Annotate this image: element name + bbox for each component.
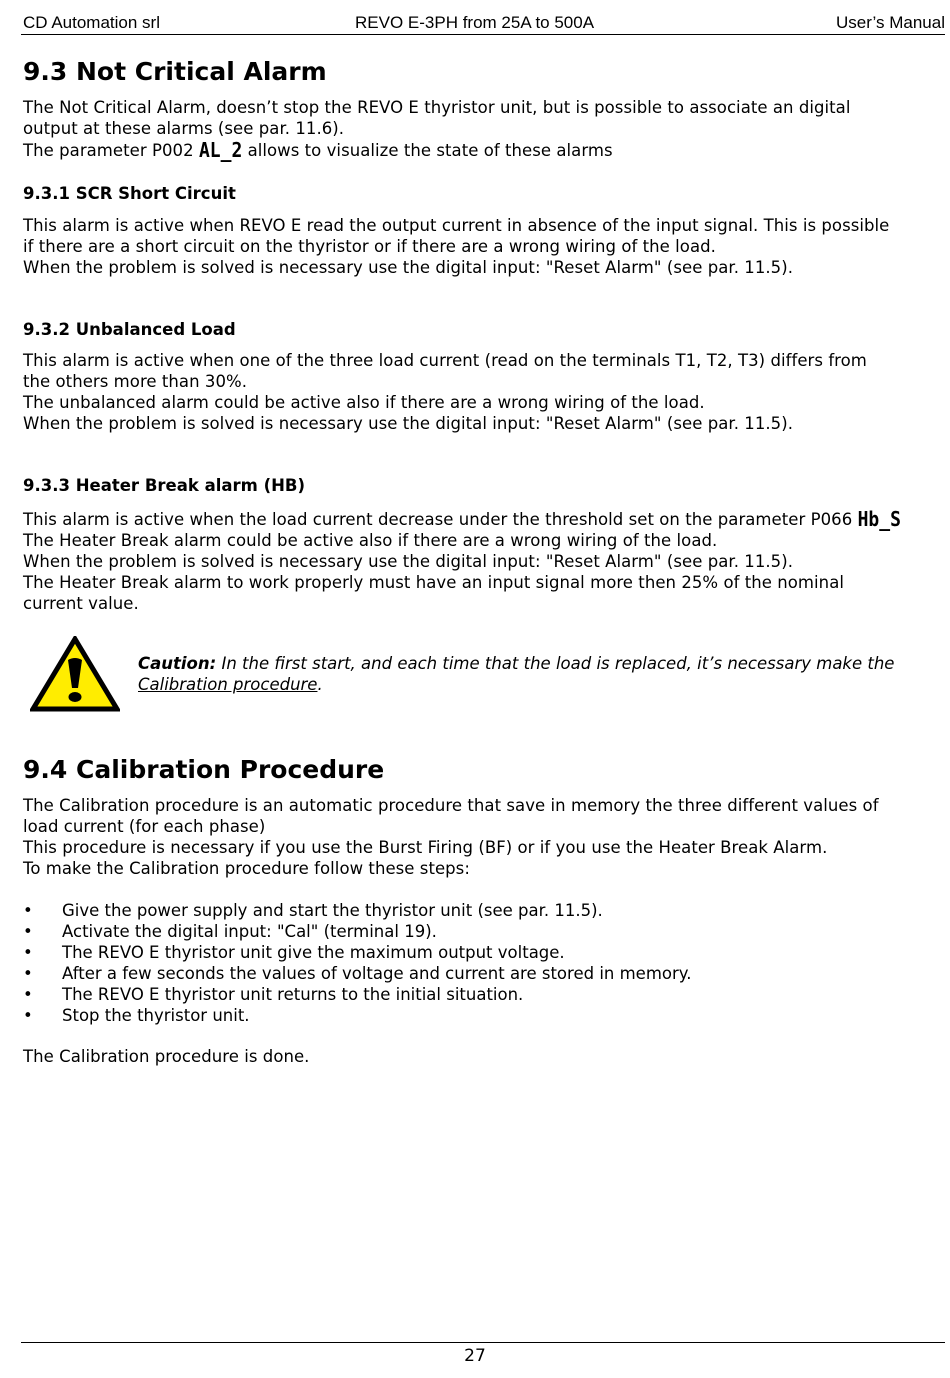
bullet-marker: • xyxy=(23,901,33,920)
header-company: CD Automation srl xyxy=(23,13,160,32)
calibration-procedure-link[interactable]: Calibration procedure xyxy=(138,675,318,694)
list-item-text: Activate the digital input: "Cal" (terminal 19). xyxy=(62,922,437,941)
paragraph-line: The Heater Break alarm could be active also if there are a wrong wiring of the load. xyxy=(23,531,718,550)
paragraph-line: if there are a short circuit on the thyristor or if there are a wrong wiring of the load. xyxy=(23,237,716,256)
subsection-title-9-3-3: 9.3.3 Heater Break alarm (HB) xyxy=(23,476,306,495)
parameter-text: The parameter P002 xyxy=(23,141,194,160)
paragraph-line: When the problem is solved is necessary use the digital input: "Reset Alarm" (see par. 11.5). xyxy=(23,414,794,433)
header-document-type: User’s Manual xyxy=(836,13,945,32)
paragraph-line: This alarm is active when REVO E read the output current in absence of the input signal. This is possible xyxy=(23,216,890,235)
paragraph-line: This procedure is necessary if you use the Burst Firing (BF) or if you use the Heater Break Alarm. xyxy=(23,838,828,857)
paragraph-line: The Heater Break alarm to work properly must have an input signal more then 25% of the nominal xyxy=(23,573,844,592)
subsection-title-9-3-1: 9.3.1 SCR Short Circuit xyxy=(23,184,236,203)
section-title-9-4: 9.4 Calibration Procedure xyxy=(23,755,385,784)
page-header xyxy=(21,12,945,35)
paragraph-line: The Calibration procedure is done. xyxy=(23,1047,310,1066)
caution-label: Caution: xyxy=(138,654,217,673)
caution-period: . xyxy=(317,675,323,694)
paragraph-line: output at these alarms (see par. 11.6). xyxy=(23,119,345,138)
list-item-text: The REVO E thyristor unit give the maximum output voltage. xyxy=(62,943,565,962)
section-title-9-3: 9.3 Not Critical Alarm xyxy=(23,57,327,86)
paragraph-line: load current (for each phase) xyxy=(23,817,266,836)
list-item-text: The REVO E thyristor unit returns to the initial situation. xyxy=(62,985,524,1004)
display-code-al2: AL_2 xyxy=(198,138,243,163)
header-product: REVO E-3PH from 25A to 500A xyxy=(355,13,595,32)
paragraph-line: This alarm is active when one of the three load current (read on the terminals T1, T2, T3) differs from xyxy=(23,351,867,370)
bullet-marker: • xyxy=(23,943,33,962)
parameter-text: allows to visualize the state of these alarms xyxy=(247,141,613,160)
paragraph-line xyxy=(23,509,901,530)
paragraph-line: The Calibration procedure is an automatic procedure that save in memory the three different values of xyxy=(23,796,879,815)
caution-text: In the first start, and each time that the load is replaced, it’s necessary make the xyxy=(216,654,895,673)
caution-note xyxy=(138,653,894,674)
bullet-marker: • xyxy=(23,922,33,941)
bullet-marker: • xyxy=(23,985,33,1004)
subsection-title-9-3-2: 9.3.2 Unbalanced Load xyxy=(23,320,236,339)
paragraph-line xyxy=(23,140,613,161)
bullet-marker: • xyxy=(23,964,33,983)
list-item-text: Stop the thyristor unit. xyxy=(62,1006,250,1025)
warning-triangle-icon xyxy=(30,636,120,712)
bullet-marker: • xyxy=(23,1006,33,1025)
footer-divider xyxy=(21,1342,945,1343)
paragraph-line: The unbalanced alarm could be active also if there are a wrong wiring of the load. xyxy=(23,393,705,412)
paragraph-line: The Not Critical Alarm, doesn’t stop the REVO E thyristor unit, but is possible to associate an digital xyxy=(23,98,851,117)
list-item-text: After a few seconds the values of voltage and current are stored in memory. xyxy=(62,964,692,983)
display-code-hbs: Hb_S xyxy=(857,507,901,532)
caution-note-line2 xyxy=(138,674,323,695)
paragraph-line: When the problem is solved is necessary use the digital input: "Reset Alarm" (see par. 11.5). xyxy=(23,258,794,277)
list-item-text: Give the power supply and start the thyristor unit (see par. 11.5). xyxy=(62,901,603,920)
paragraph-line: the others more than 30%. xyxy=(23,372,248,391)
parameter-text: This alarm is active when the load current decrease under the threshold set on the parameter P066 xyxy=(23,510,853,529)
paragraph-line: current value. xyxy=(23,594,139,613)
page-number: 27 xyxy=(464,1346,486,1366)
paragraph-line: When the problem is solved is necessary use the digital input: "Reset Alarm" (see par. 11.5). xyxy=(23,552,794,571)
paragraph-line: To make the Calibration procedure follow these steps: xyxy=(23,859,470,878)
